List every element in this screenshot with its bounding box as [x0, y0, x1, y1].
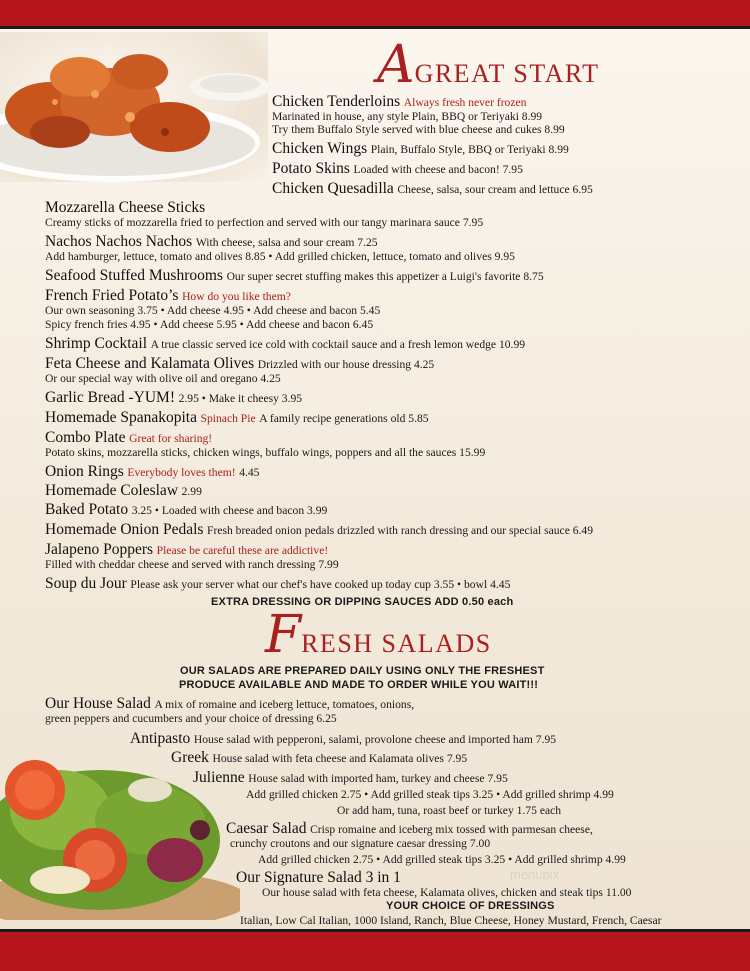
chicken-wings-photo: [0, 32, 268, 182]
section-heading-great-start: AGREAT START: [377, 35, 600, 95]
dressings-title: YOUR CHOICE OF DRESSINGS: [386, 900, 555, 912]
item-desc: Add grilled chicken 2.75 • Add grilled steak tips 3.25 • Add grilled shrimp 4.99: [246, 788, 614, 801]
menu-item-jalapeno-poppers: Jalapeno Poppers Please be careful these are addictive!: [45, 541, 329, 558]
salads-intro: PRODUCE AVAILABLE AND MADE TO ORDER WHILE YOU WAIT!!!: [179, 679, 539, 691]
menu-item-caesar: Caesar Salad Crisp romaine and iceberg mix tossed with parmesan cheese,: [226, 820, 593, 837]
item-desc: Try them Buffalo Style served with blue cheese and cukes 8.99: [272, 123, 565, 136]
menu-item-julienne: Julienne House salad with imported ham, turkey and cheese 7.95: [193, 769, 508, 786]
menu-item-signature-salad: Our Signature Salad 3 in 1: [236, 869, 401, 886]
menu-item-coleslaw: Homemade Coleslaw 2.99: [45, 482, 202, 499]
watermark: menupix: [510, 867, 560, 882]
menu-item-chicken-tenderloins: Chicken Tenderloins Always fresh never frozen: [272, 93, 527, 110]
menu-item-chicken-quesadilla: Chicken Quesadilla Cheese, salsa, sour cream and lettuce 6.95: [272, 180, 593, 197]
item-desc: Creamy sticks of mozzarella fried to perfection and served with our tangy marinara sauce 7.95: [45, 216, 484, 229]
item-desc: Or our special way with olive oil and oregano 4.25: [45, 372, 281, 385]
item-desc: Add hamburger, lettuce, tomato and olives 8.85 • Add grilled chicken, lettuce, tomato and olives 9.95: [45, 250, 515, 263]
menu-item-chicken-wings: Chicken Wings Plain, Buffalo Style, BBQ or Teriyaki 8.99: [272, 140, 569, 157]
item-desc: Add grilled chicken 2.75 • Add grilled steak tips 3.25 • Add grilled shrimp 4.99: [258, 853, 626, 866]
menu-item-onion-pedals: Homemade Onion Pedals Fresh breaded onion pedals drizzled with ranch dressing and our special sauce 6.49: [45, 521, 594, 538]
menu-item-french-fries: French Fried Potato’s How do you like them?: [45, 287, 291, 304]
menu-item-house-salad: Our House Salad A mix of romaine and iceberg lettuce, tomatoes, onions,: [45, 695, 415, 712]
menu-item-feta: Feta Cheese and Kalamata Olives Drizzled with our house dressing 4.25: [45, 355, 435, 372]
item-desc: Our house salad with feta cheese, Kalamata olives, chicken and steak tips 11.00: [262, 886, 632, 899]
item-desc: Or add ham, tuna, roast beef or turkey 1.75 each: [337, 804, 562, 817]
menu-item-potato-skins: Potato Skins Loaded with cheese and bacon! 7.95: [272, 160, 523, 177]
item-desc: Spicy french fries 4.95 • Add cheese 5.95 • Add cheese and bacon 6.45: [45, 318, 374, 331]
top-red-band: [0, 0, 750, 26]
menu-item-mozzarella: Mozzarella Cheese Sticks: [45, 199, 206, 216]
item-desc: Potato skins, mozzarella sticks, chicken wings, buffalo wings, poppers and all the sauces 15.99: [45, 446, 486, 459]
salads-intro: OUR SALADS ARE PREPARED DAILY USING ONLY THE FRESHEST: [180, 665, 545, 677]
item-desc: crunchy croutons and our signature caesar dressing 7.00: [230, 837, 491, 850]
menu-item-onion-rings: Onion Rings Everybody loves them! 4.45: [45, 463, 260, 480]
item-desc: Filled with cheddar cheese and served with ranch dressing 7.99: [45, 558, 339, 571]
menu-item-baked-potato: Baked Potato 3.25 • Loaded with cheese and bacon 3.99: [45, 501, 328, 518]
menu-item-shrimp-cocktail: Shrimp Cocktail A true classic served ice cold with cocktail sauce and a fresh lemon wedge 10.99: [45, 335, 526, 352]
menu-item-combo-plate: Combo Plate Great for sharing!: [45, 429, 213, 446]
section-heading-fresh-salads: FRESH SALADS: [265, 605, 492, 665]
menu-item-antipasto: Antipasto House salad with pepperoni, salami, provolone cheese and imported ham 7.95: [130, 730, 557, 747]
menu-item-garlic-bread: Garlic Bread -YUM! 2.95 • Make it cheesy 3.95: [45, 389, 303, 406]
menu-item-soup: Soup du Jour Please ask your server what our chef's have cooked up today cup 3.55 • bowl 4.45: [45, 575, 511, 592]
menu-item-spanakopita: Homemade Spanakopita Spinach Pie A family recipe generations old 5.85: [45, 409, 429, 426]
menu-item-nachos: Nachos Nachos Nachos With cheese, salsa and sour cream 7.25: [45, 233, 378, 250]
bottom-red-band: [0, 932, 750, 971]
item-desc: Our own seasoning 3.75 • Add cheese 4.95 • Add cheese and bacon 5.45: [45, 304, 381, 317]
item-desc: green peppers and cucumbers and your choice of dressing 6.25: [45, 712, 337, 725]
menu-item-greek: Greek House salad with feta cheese and Kalamata olives 7.95: [171, 749, 468, 766]
menu-item-mushrooms: Seafood Stuffed Mushrooms Our super secret stuffing makes this appetizer a Luigi's favorite 8.75: [45, 267, 544, 284]
extra-dressing-note: EXTRA DRESSING OR DIPPING SAUCES ADD 0.50 each: [211, 596, 514, 608]
item-desc: Marinated in house, any style Plain, BBQ or Teriyaki 8.99: [272, 110, 543, 123]
dressings-list: Italian, Low Cal Italian, 1000 Island, Ranch, Blue Cheese, Honey Mustard, French, Caesar: [240, 914, 662, 927]
